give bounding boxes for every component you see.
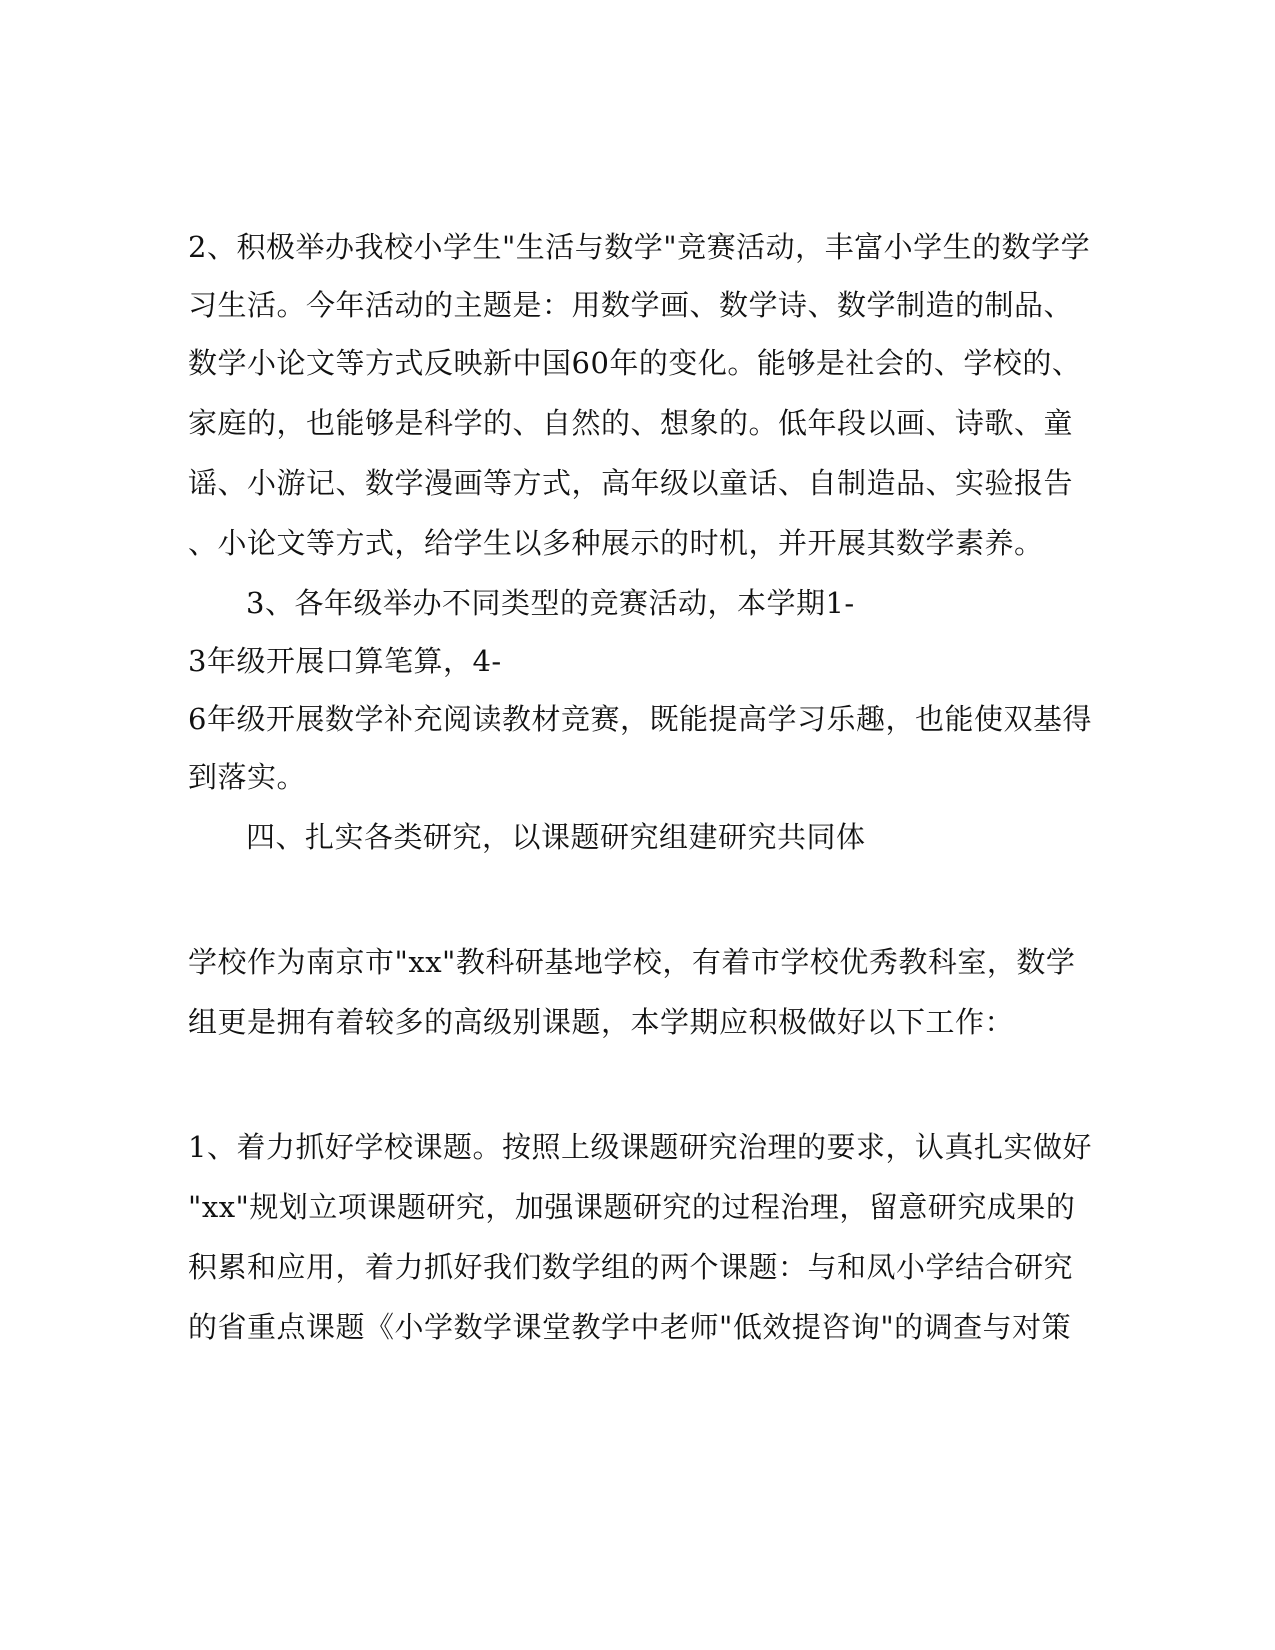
paragraph-line: 、小论文等方式，给学生以多种展示的时机，并开展其数学素养。 [188,526,1044,560]
paragraph-line: 1、着力抓好学校课题。按照上级课题研究治理的要求，认真扎实做好 [188,1130,1092,1164]
paragraph-line: 到落实。 [188,760,307,794]
paragraph-line: "xx"规划立项课题研究，加强课题研究的过程治理，留意研究成果的 [188,1190,1076,1224]
paragraph-line: 6年级开展数学补充阅读教材竞赛，既能提高学习乐趣，也能使双基得 [188,702,1092,736]
paragraph-line: 谣、小游记、数学漫画等方式，高年级以童话、自制造品、实验报告 [188,466,1074,500]
paragraph-line: 3年级开展口算笔算，4- [188,644,502,678]
paragraph-line: 数学小论文等方式反映新中国60年的变化。能够是社会的、学校的、 [188,346,1082,380]
paragraph-line: 习生活。今年活动的主题是：用数学画、数学诗、数学制造的制品、 [188,288,1074,322]
paragraph-line: 积累和应用，着力抓好我们数学组的两个课题：与和凤小学结合研究 [188,1250,1074,1284]
paragraph-line: 的省重点课题《小学数学课堂教学中老师"低效提咨询"的调查与对策 [188,1310,1072,1344]
paragraph-line: 组更是拥有着较多的高级别课题，本学期应积极做好以下工作： [188,1005,1015,1039]
section-heading: 四、扎实各类研究，以课题研究组建研究共同体 [246,820,866,854]
paragraph-line-indented: 3、各年级举办不同类型的竞赛活动，本学期1- [246,586,855,620]
paragraph-line: 家庭的，也能够是科学的、自然的、想象的。低年段以画、诗歌、童 [188,406,1074,440]
paragraph-line: 2、积极举办我校小学生"生活与数学"竞赛活动，丰富小学生的数学学 [188,230,1091,264]
paragraph-line: 学校作为南京市"xx"教科研基地学校，有着市学校优秀教科室，数学 [188,945,1076,979]
